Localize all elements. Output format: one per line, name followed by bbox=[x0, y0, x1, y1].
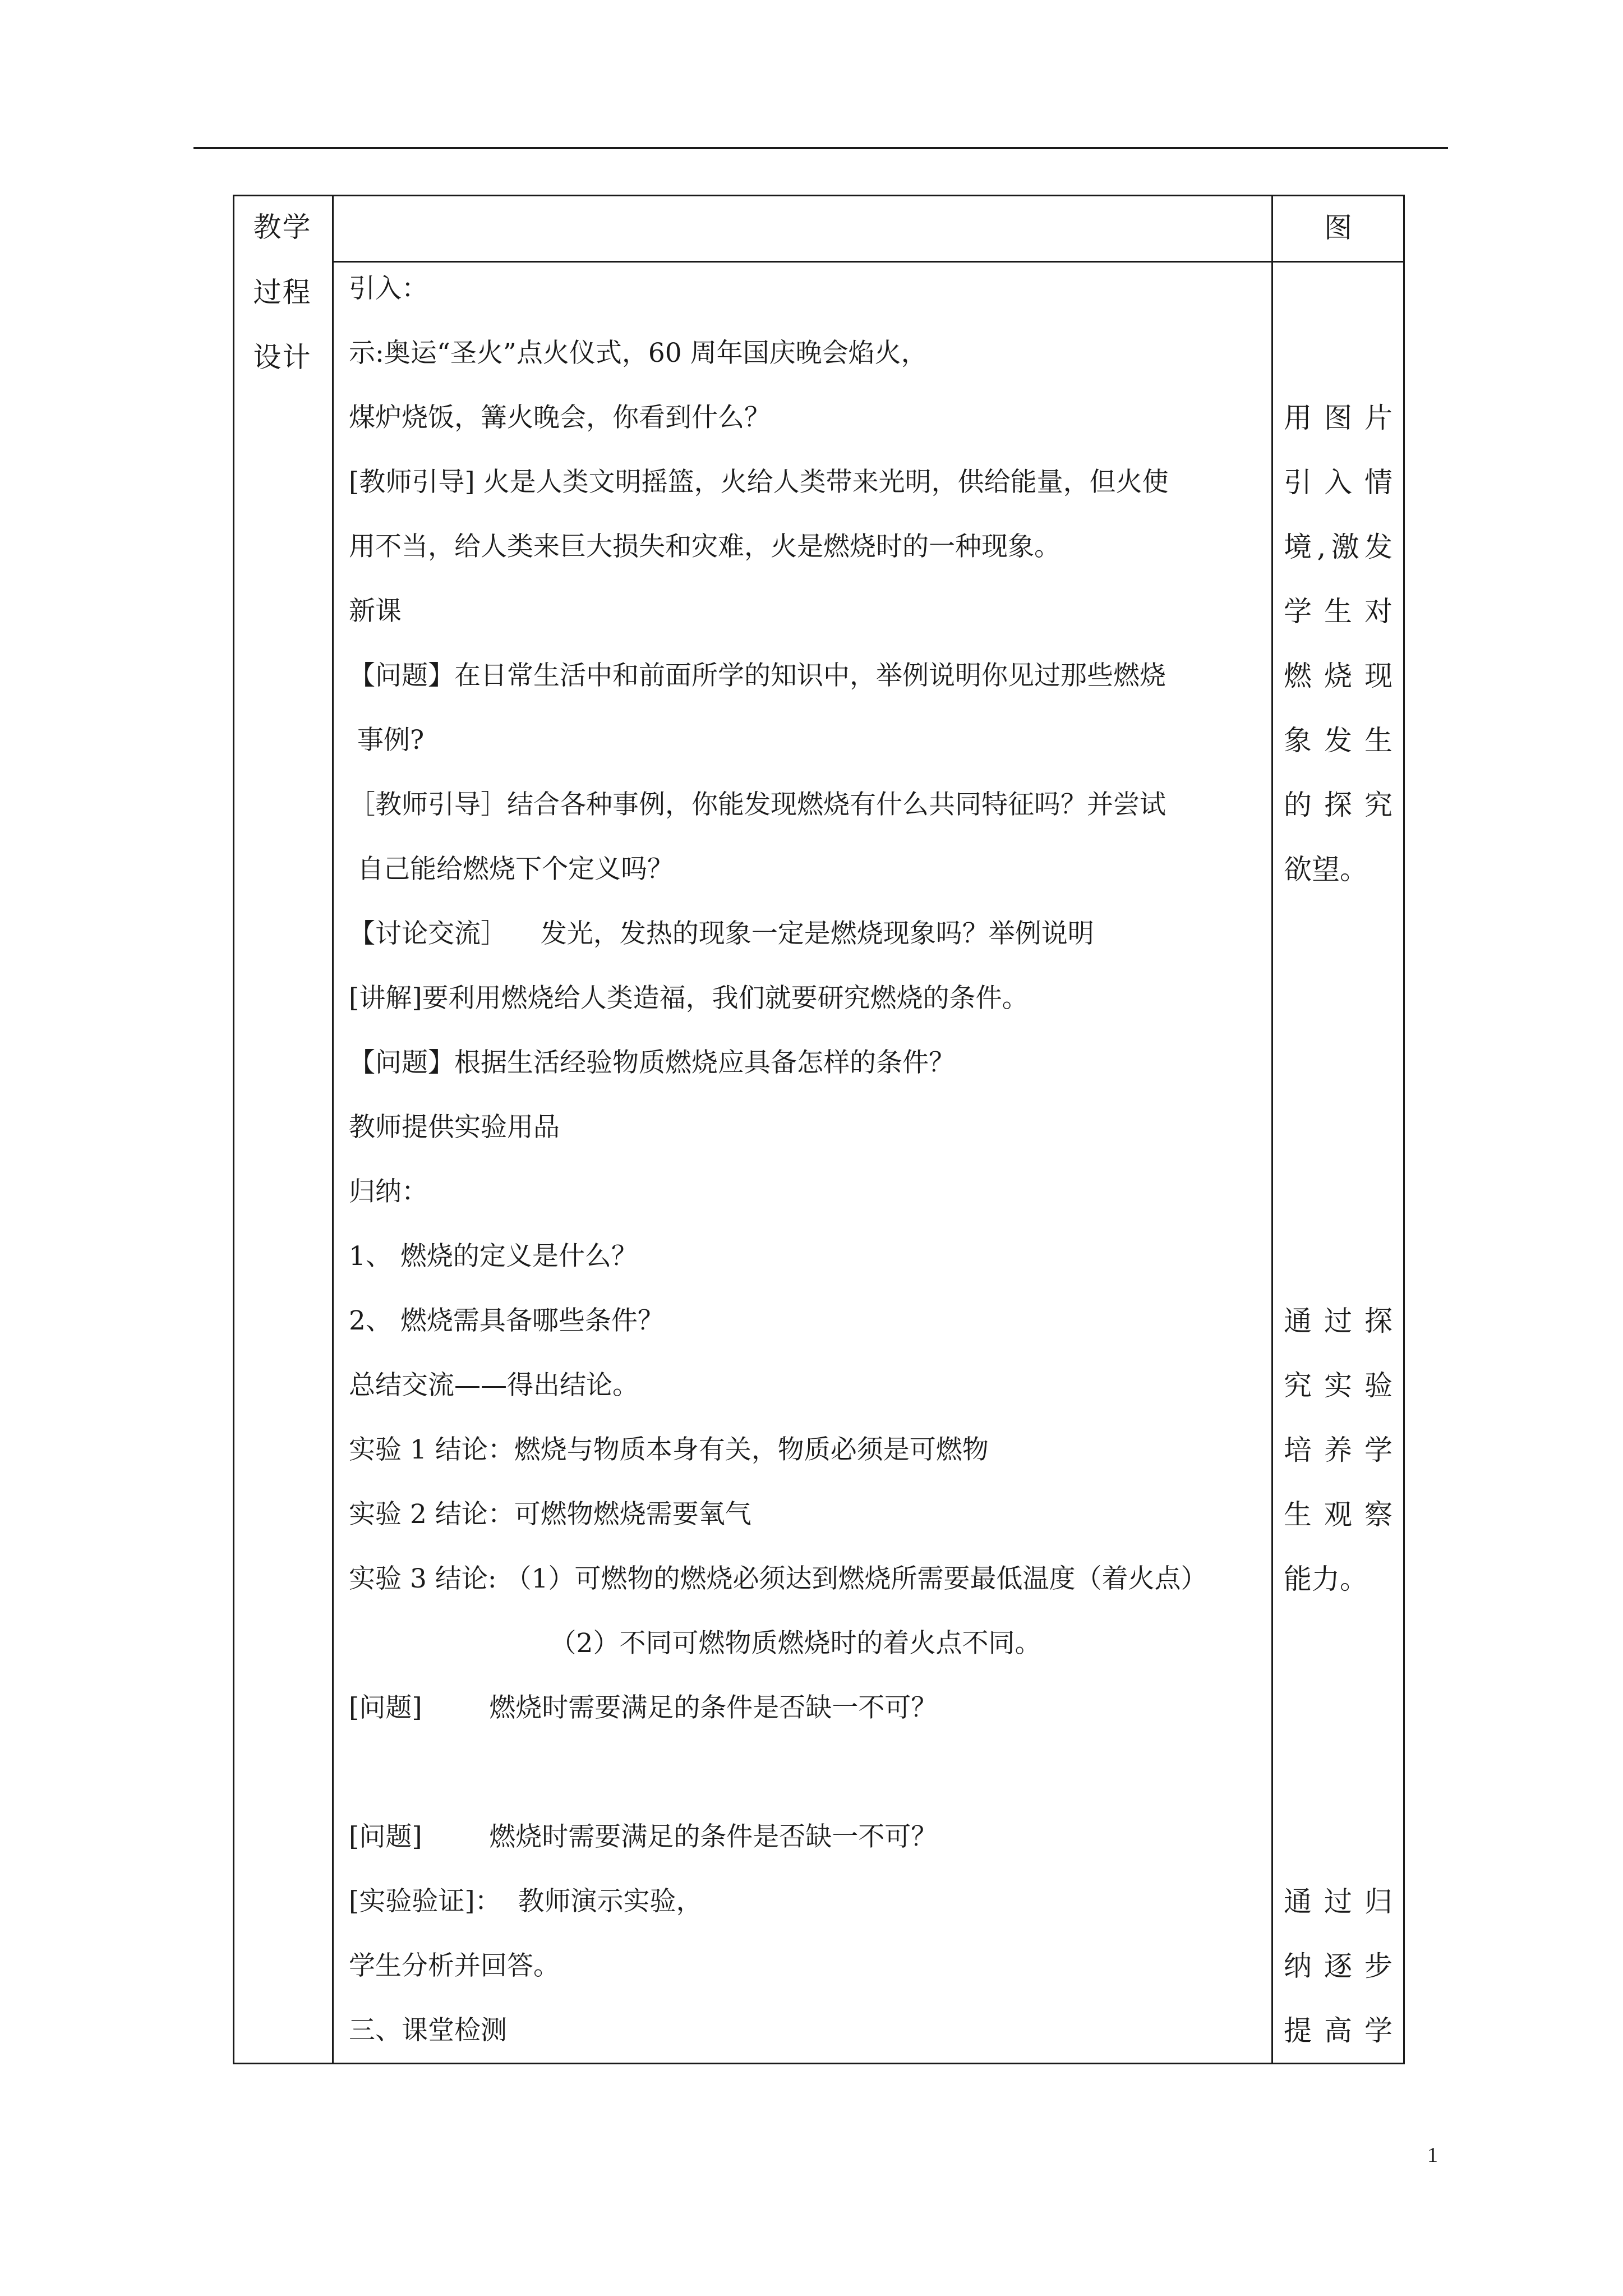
note-line: 学生对 bbox=[1284, 595, 1393, 628]
note-line: 纳逐步 bbox=[1284, 1950, 1393, 1982]
table-divider-left bbox=[332, 195, 334, 2064]
note-line: 用图片 bbox=[1284, 402, 1393, 434]
content-line: 总结交流——得出结论。 bbox=[349, 1370, 639, 1401]
section-label-line: 设计 bbox=[253, 341, 312, 374]
content-line: 2、 燃烧需具备哪些条件？ bbox=[349, 1305, 664, 1336]
note-line: 生观察 bbox=[1284, 1498, 1393, 1531]
content-line: 实验 1 结论：燃烧与物质本身有关，物质必须是可燃物 bbox=[349, 1434, 989, 1465]
note-line: 通过探 bbox=[1284, 1305, 1393, 1337]
note-line: 通过归 bbox=[1284, 1885, 1393, 1918]
section-label-line: 教学 bbox=[253, 211, 312, 243]
section-label-line: 过程 bbox=[253, 276, 312, 309]
content-line: 用不当，给人类来巨大损失和灾难，火是燃烧时的一种现象。 bbox=[349, 531, 1061, 562]
content-line: 示:奥运“圣火”点火仪式，60 周年国庆晚会焰火， bbox=[349, 338, 928, 369]
note-line: 境,激发 bbox=[1284, 531, 1393, 563]
content-line: ［教师引导］结合各种事例，你能发现燃烧有什么共同特征吗？并尝试 bbox=[349, 789, 1166, 820]
content-line: [问题] 燃烧时需要满足的条件是否缺一不可？ bbox=[349, 1692, 938, 1723]
content-line: 归纳： bbox=[349, 1176, 428, 1207]
content-line: 新课 bbox=[349, 596, 402, 627]
table-header-divider bbox=[332, 261, 1405, 263]
content-line: [讲解]要利用燃烧给人类造福，我们就要研究燃烧的条件。 bbox=[349, 983, 1029, 1014]
content-line: [问题] 燃烧时需要满足的条件是否缺一不可？ bbox=[349, 1821, 938, 1852]
content-line: 【问题】根据生活经验物质燃烧应具备怎样的条件？ bbox=[349, 1047, 955, 1078]
note-line: 燃烧现 bbox=[1284, 660, 1393, 692]
content-line: 引入： bbox=[349, 273, 428, 304]
content-line: 教师提供实验用品 bbox=[349, 1112, 560, 1143]
figure-column-header: 图 bbox=[1324, 211, 1352, 244]
content-line: 实验 2 结论：可燃物燃烧需要氧气 bbox=[349, 1499, 751, 1530]
note-line: 欲望。 bbox=[1284, 853, 1368, 886]
content-line: 【讨论交流］ 发光，发热的现象一定是燃烧现象吗？举例说明 bbox=[349, 918, 1094, 949]
note-line: 能力。 bbox=[1284, 1563, 1368, 1595]
note-line: 究实验 bbox=[1284, 1369, 1393, 1402]
content-line: 自己能给燃烧下个定义吗？ bbox=[349, 854, 674, 885]
note-line: 的探究 bbox=[1284, 789, 1393, 821]
content-line: 学生分析并回答。 bbox=[349, 1950, 560, 1981]
content-line: 煤炉烧饭，篝火晚会，你看到什么？ bbox=[349, 402, 771, 433]
content-line: [教师引导] 火是人类文明摇篮，火给人类带来光明，供给能量，但火使 bbox=[349, 467, 1169, 498]
content-line: 事例? bbox=[349, 725, 425, 756]
content-line: 【问题】在日常生活中和前面所学的知识中，举例说明你见过那些燃烧 bbox=[349, 660, 1166, 691]
note-line: 提高学 bbox=[1284, 2014, 1393, 2047]
note-line: 引入情 bbox=[1284, 466, 1393, 499]
section-label bbox=[233, 195, 332, 390]
content-line: 1、 燃烧的定义是什么？ bbox=[349, 1241, 638, 1272]
note-line: 培养学 bbox=[1284, 1434, 1393, 1466]
note-line: 象发生 bbox=[1284, 724, 1393, 757]
header-rule bbox=[193, 147, 1448, 149]
page-number: 1 bbox=[1427, 2143, 1438, 2167]
content-line: 实验 3 结论: （1）可燃物的燃烧必须达到燃烧所需要最低温度（着火点） bbox=[349, 1563, 1207, 1594]
content-line: [实验验证]： 教师演示实验， bbox=[349, 1886, 703, 1917]
content-line: （2）不同可燃物质燃烧时的着火点不同。 bbox=[349, 1628, 1041, 1659]
content-line: 三、课堂检测 bbox=[349, 2015, 507, 2046]
